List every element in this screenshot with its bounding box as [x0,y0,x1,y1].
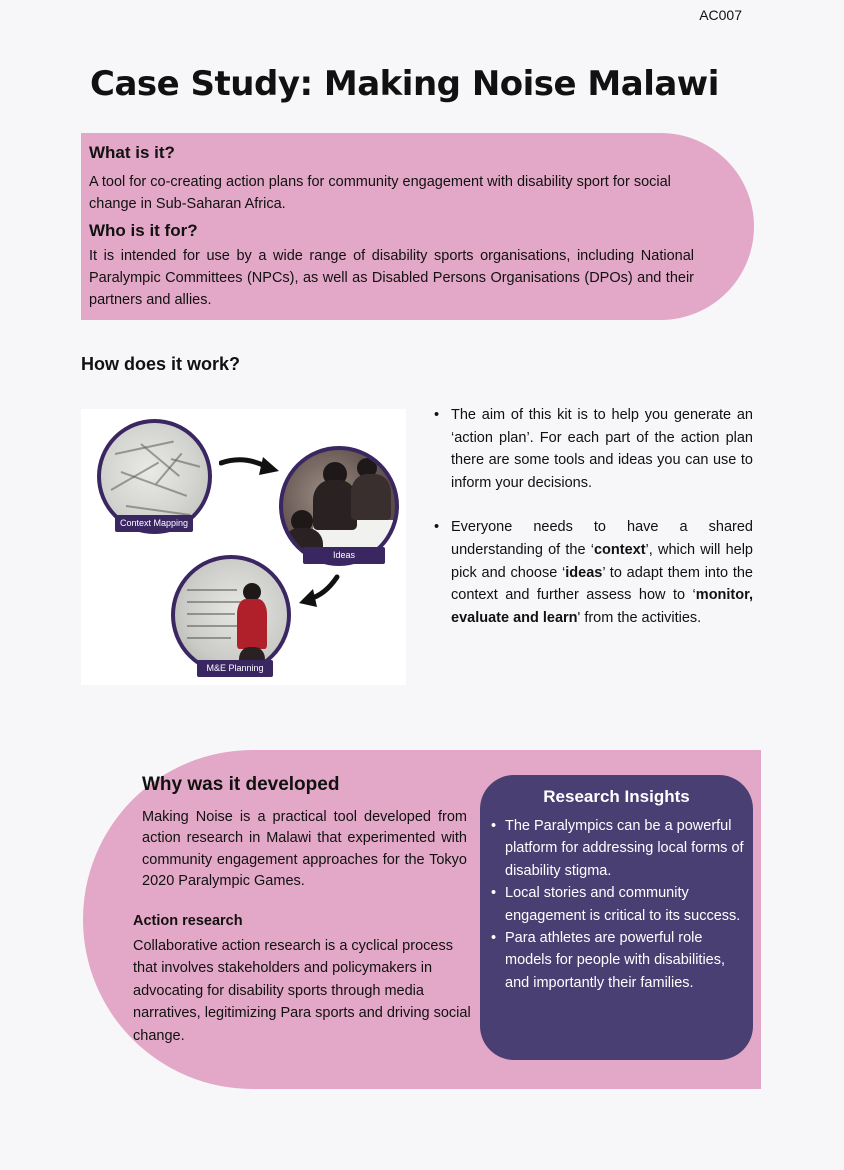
ideas-label: Ideas [303,547,385,564]
action-research-heading: Action research [133,913,243,929]
document-code: AC007 [699,7,742,23]
page-title: Case Study: Making Noise Malawi [90,64,719,104]
bold-mel: monitor, evaluate and learn [451,587,753,626]
how-bullet-context: • Everyone needs to have a shared understanding of the ‘context’, which will help pick and choose ‘ideas’ to adapt them into the context and further assess how to ‘monitor, evaluate and learn' from the activities. [430,516,753,629]
who-text: It is intended for use by a wide range of disability sports organisations, including National Paralympic Committees (NPCs), as well as Disabled Persons Organisations (DPOs) and their partners and allies. [89,248,694,308]
how-bullet-aim: • The aim of this kit is to help you generate an ‘action plan’. For each part of the action plan there are some tools and ideas you can use to inform your decisions. [430,404,753,494]
what-text: A tool for co-creating action plans for community engagement with disability sport for social change in Sub-Saharan Africa. [89,174,671,212]
me-planning-label: M&E Planning [197,660,273,677]
bold-ideas: ideas [565,564,603,581]
who-heading: Who is it for? [89,221,198,240]
context-mapping-label: Context Mapping [115,515,193,532]
arrow-right-icon [219,453,281,479]
how-bullets [430,404,753,651]
list-item: • Local stories and community engagement is critical to its success. [488,882,745,927]
what-heading: What is it? [89,143,175,162]
insights-heading: Research Insights [543,787,690,806]
arrow-down-left-icon [297,573,341,609]
why-text: Making Noise is a practical tool developed from action research in Malawi that experimented with community engagement approaches for the Tokyo 2020 Paralympic Games. [142,809,467,890]
research-insights-box [480,775,753,1060]
intro-panel [81,133,754,320]
me-planning-photo [171,555,291,675]
list-item: • The Paralympics can be a powerful platform for addressing local forms of disability stigma. [488,815,745,882]
bold-context: context [593,541,646,558]
why-heading: Why was it developed [142,774,340,795]
insights-list [488,815,745,994]
process-diagram [81,409,406,685]
action-research-text: Collaborative action research is a cyclical process that involves stakeholders and policymakers in advocating for disability sports through media narratives, legitimizing Para sports and driving social change. [133,938,471,1044]
list-item: • Para athletes are powerful role models for people with disabilities, and importantly their families. [488,927,745,994]
how-heading: How does it work? [81,354,241,374]
